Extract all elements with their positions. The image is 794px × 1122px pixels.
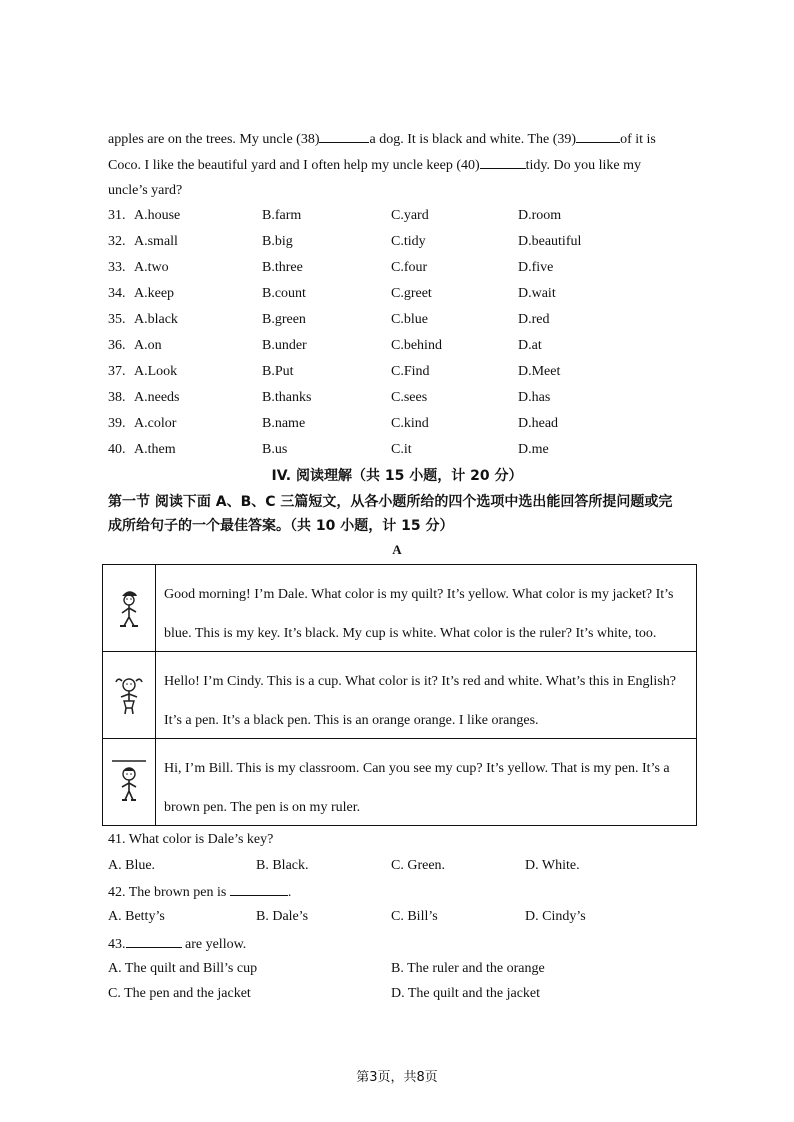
passage-label: A: [392, 542, 402, 557]
question-number: 38.: [108, 390, 126, 405]
cloze-text: tidy. Do you like my: [525, 158, 642, 173]
option-a: A.on: [134, 338, 162, 353]
option-a: A.keep: [134, 286, 175, 301]
option-c: C.kind: [391, 416, 429, 431]
option-a: A.house: [134, 208, 181, 223]
blank-43: [126, 933, 182, 948]
option-d: D.five: [518, 260, 554, 275]
instructions-line-1: 第一节 阅读下面 A、B、C 三篇短文，从各小题所给的四个选项中选出能回答所提问题或完: [108, 494, 673, 510]
q43-option-a: A. The quilt and Bill’s cup: [108, 961, 258, 976]
question-number: 37.: [108, 364, 126, 379]
option-c: C.yard: [391, 208, 429, 223]
passages-table: [102, 564, 697, 826]
option-c: C.tidy: [391, 234, 426, 249]
option-row-33: [108, 258, 708, 278]
q43-option-d: D. The quilt and the jacket: [391, 986, 541, 1001]
passage-cindy-text: Hello! I’m Cindy. This is a cup. What color is it? It’s red and white. What’s this in English? It’s a pen. It’s a black pen. This is an orange orange. I like oranges.: [164, 674, 676, 728]
option-d: D.Meet: [518, 364, 561, 379]
cloze-text: apples are on the trees. My uncle (38): [108, 132, 320, 147]
question-number: 40.: [108, 442, 126, 457]
question-number: 35.: [108, 312, 126, 327]
option-b: B.big: [262, 234, 293, 249]
q43-option-b: B. The ruler and the orange: [391, 961, 545, 976]
blank-42: [230, 881, 288, 896]
option-row-37: [108, 362, 708, 382]
option-row-39: [108, 414, 708, 434]
option-row-38: [108, 388, 708, 408]
question-text: are yellow.: [185, 937, 247, 952]
option-a: A.needs: [134, 390, 180, 405]
q42-option-c: C. Bill’s: [391, 909, 438, 924]
q42-option-a: A. Betty’s: [108, 909, 165, 924]
q41-option-b: B. Black.: [256, 858, 309, 873]
question-number: 34.: [108, 286, 126, 301]
option-a: A.color: [134, 416, 177, 431]
option-a: A.them: [134, 442, 176, 457]
option-a: A.black: [134, 312, 178, 327]
question-42-stem: [108, 881, 291, 903]
section-heading: IV. 阅读理解（共 15 小题，计 20 分）: [271, 468, 523, 484]
option-a: A.Look: [134, 364, 178, 379]
blank-40: [480, 154, 526, 169]
cloze-line-2: [108, 154, 641, 176]
option-d: D.beautiful: [518, 234, 582, 249]
option-b: B.farm: [262, 208, 302, 223]
blank-39: [576, 128, 620, 143]
q42-option-b: B. Dale’s: [256, 909, 309, 924]
option-d: D.wait: [518, 286, 556, 301]
option-c: C.Find: [391, 364, 430, 379]
option-b: B.thanks: [262, 390, 312, 405]
cloze-text: Coco. I like the beautiful yard and I often help my uncle keep (40): [108, 158, 480, 173]
cindy-picture: [103, 652, 156, 738]
option-a: A.two: [134, 260, 169, 275]
passage-row-dale: [103, 565, 696, 652]
dale-picture: [103, 565, 156, 651]
option-row-36: [108, 336, 708, 356]
blank-38: [319, 128, 369, 143]
question-text: 42. The brown pen is: [108, 885, 227, 900]
q42-option-d: D. Cindy’s: [525, 909, 586, 924]
cloze-line-1: [108, 128, 656, 150]
girl-figure-icon: [112, 673, 146, 717]
option-d: D.room: [518, 208, 562, 223]
q43-option-c: C. The pen and the jacket: [108, 986, 251, 1001]
boy-figure-icon: [110, 757, 148, 807]
bill-picture: [103, 739, 156, 825]
passage-row-bill: [103, 739, 696, 825]
option-d: D.at: [518, 338, 542, 353]
question-number: 39.: [108, 416, 126, 431]
passage-row-cindy: [103, 652, 696, 739]
cloze-text: a dog. It is black and white. The (39): [369, 132, 577, 147]
cloze-text: of it is: [620, 132, 656, 147]
question-number: 32.: [108, 234, 126, 249]
option-b: B.three: [262, 260, 303, 275]
option-c: C.greet: [391, 286, 432, 301]
option-b: B.us: [262, 442, 288, 457]
option-b: B.name: [262, 416, 306, 431]
option-b: B.Put: [262, 364, 294, 379]
option-row-31: [108, 206, 708, 226]
option-c: C.it: [391, 442, 412, 457]
option-b: B.green: [262, 312, 306, 327]
question-41-stem: 41. What color is Dale’s key?: [108, 832, 274, 847]
option-row-40: [108, 440, 708, 460]
q41-option-c: C. Green.: [391, 858, 446, 873]
question-text: 43.: [108, 937, 126, 952]
question-number: 36.: [108, 338, 126, 353]
q41-option-d: D. White.: [525, 858, 580, 873]
question-number: 31.: [108, 208, 126, 223]
boy-figure-icon: [114, 586, 144, 630]
option-d: D.has: [518, 390, 551, 405]
cloze-text: uncle’s yard?: [108, 183, 183, 198]
q41-option-a: A. Blue.: [108, 858, 156, 873]
question-43-stem: [108, 933, 246, 955]
option-c: C.four: [391, 260, 428, 275]
page-footer: 第3页，共8页: [356, 1070, 438, 1085]
option-b: B.under: [262, 338, 307, 353]
option-c: C.behind: [391, 338, 442, 353]
option-row-35: [108, 310, 708, 330]
question-number: 33.: [108, 260, 126, 275]
option-row-32: [108, 232, 708, 252]
cloze-line-3: [108, 181, 182, 201]
passage-dale-text: Good morning! I’m Dale. What color is my quilt? It’s yellow. What color is my jacket? It’s blue. This is my key. It’s black. My cup is white. What color is the ruler? It’s white, too.: [164, 587, 674, 641]
option-b: B.count: [262, 286, 306, 301]
option-d: D.me: [518, 442, 549, 457]
question-text: .: [287, 885, 292, 900]
option-d: D.red: [518, 312, 550, 327]
option-c: C.blue: [391, 312, 428, 327]
option-a: A.small: [134, 234, 178, 249]
option-c: C.sees: [391, 390, 428, 405]
option-row-34: [108, 284, 708, 304]
passage-bill-text: Hi, I’m Bill. This is my classroom. Can you see my cup? It’s yellow. That is my pen. It’s a brown pen. The pen is on my ruler.: [164, 761, 670, 815]
instructions-line-2: 成所给句子的一个最佳答案。（共 10 小题，计 15 分）: [108, 518, 454, 534]
option-d: D.head: [518, 416, 559, 431]
